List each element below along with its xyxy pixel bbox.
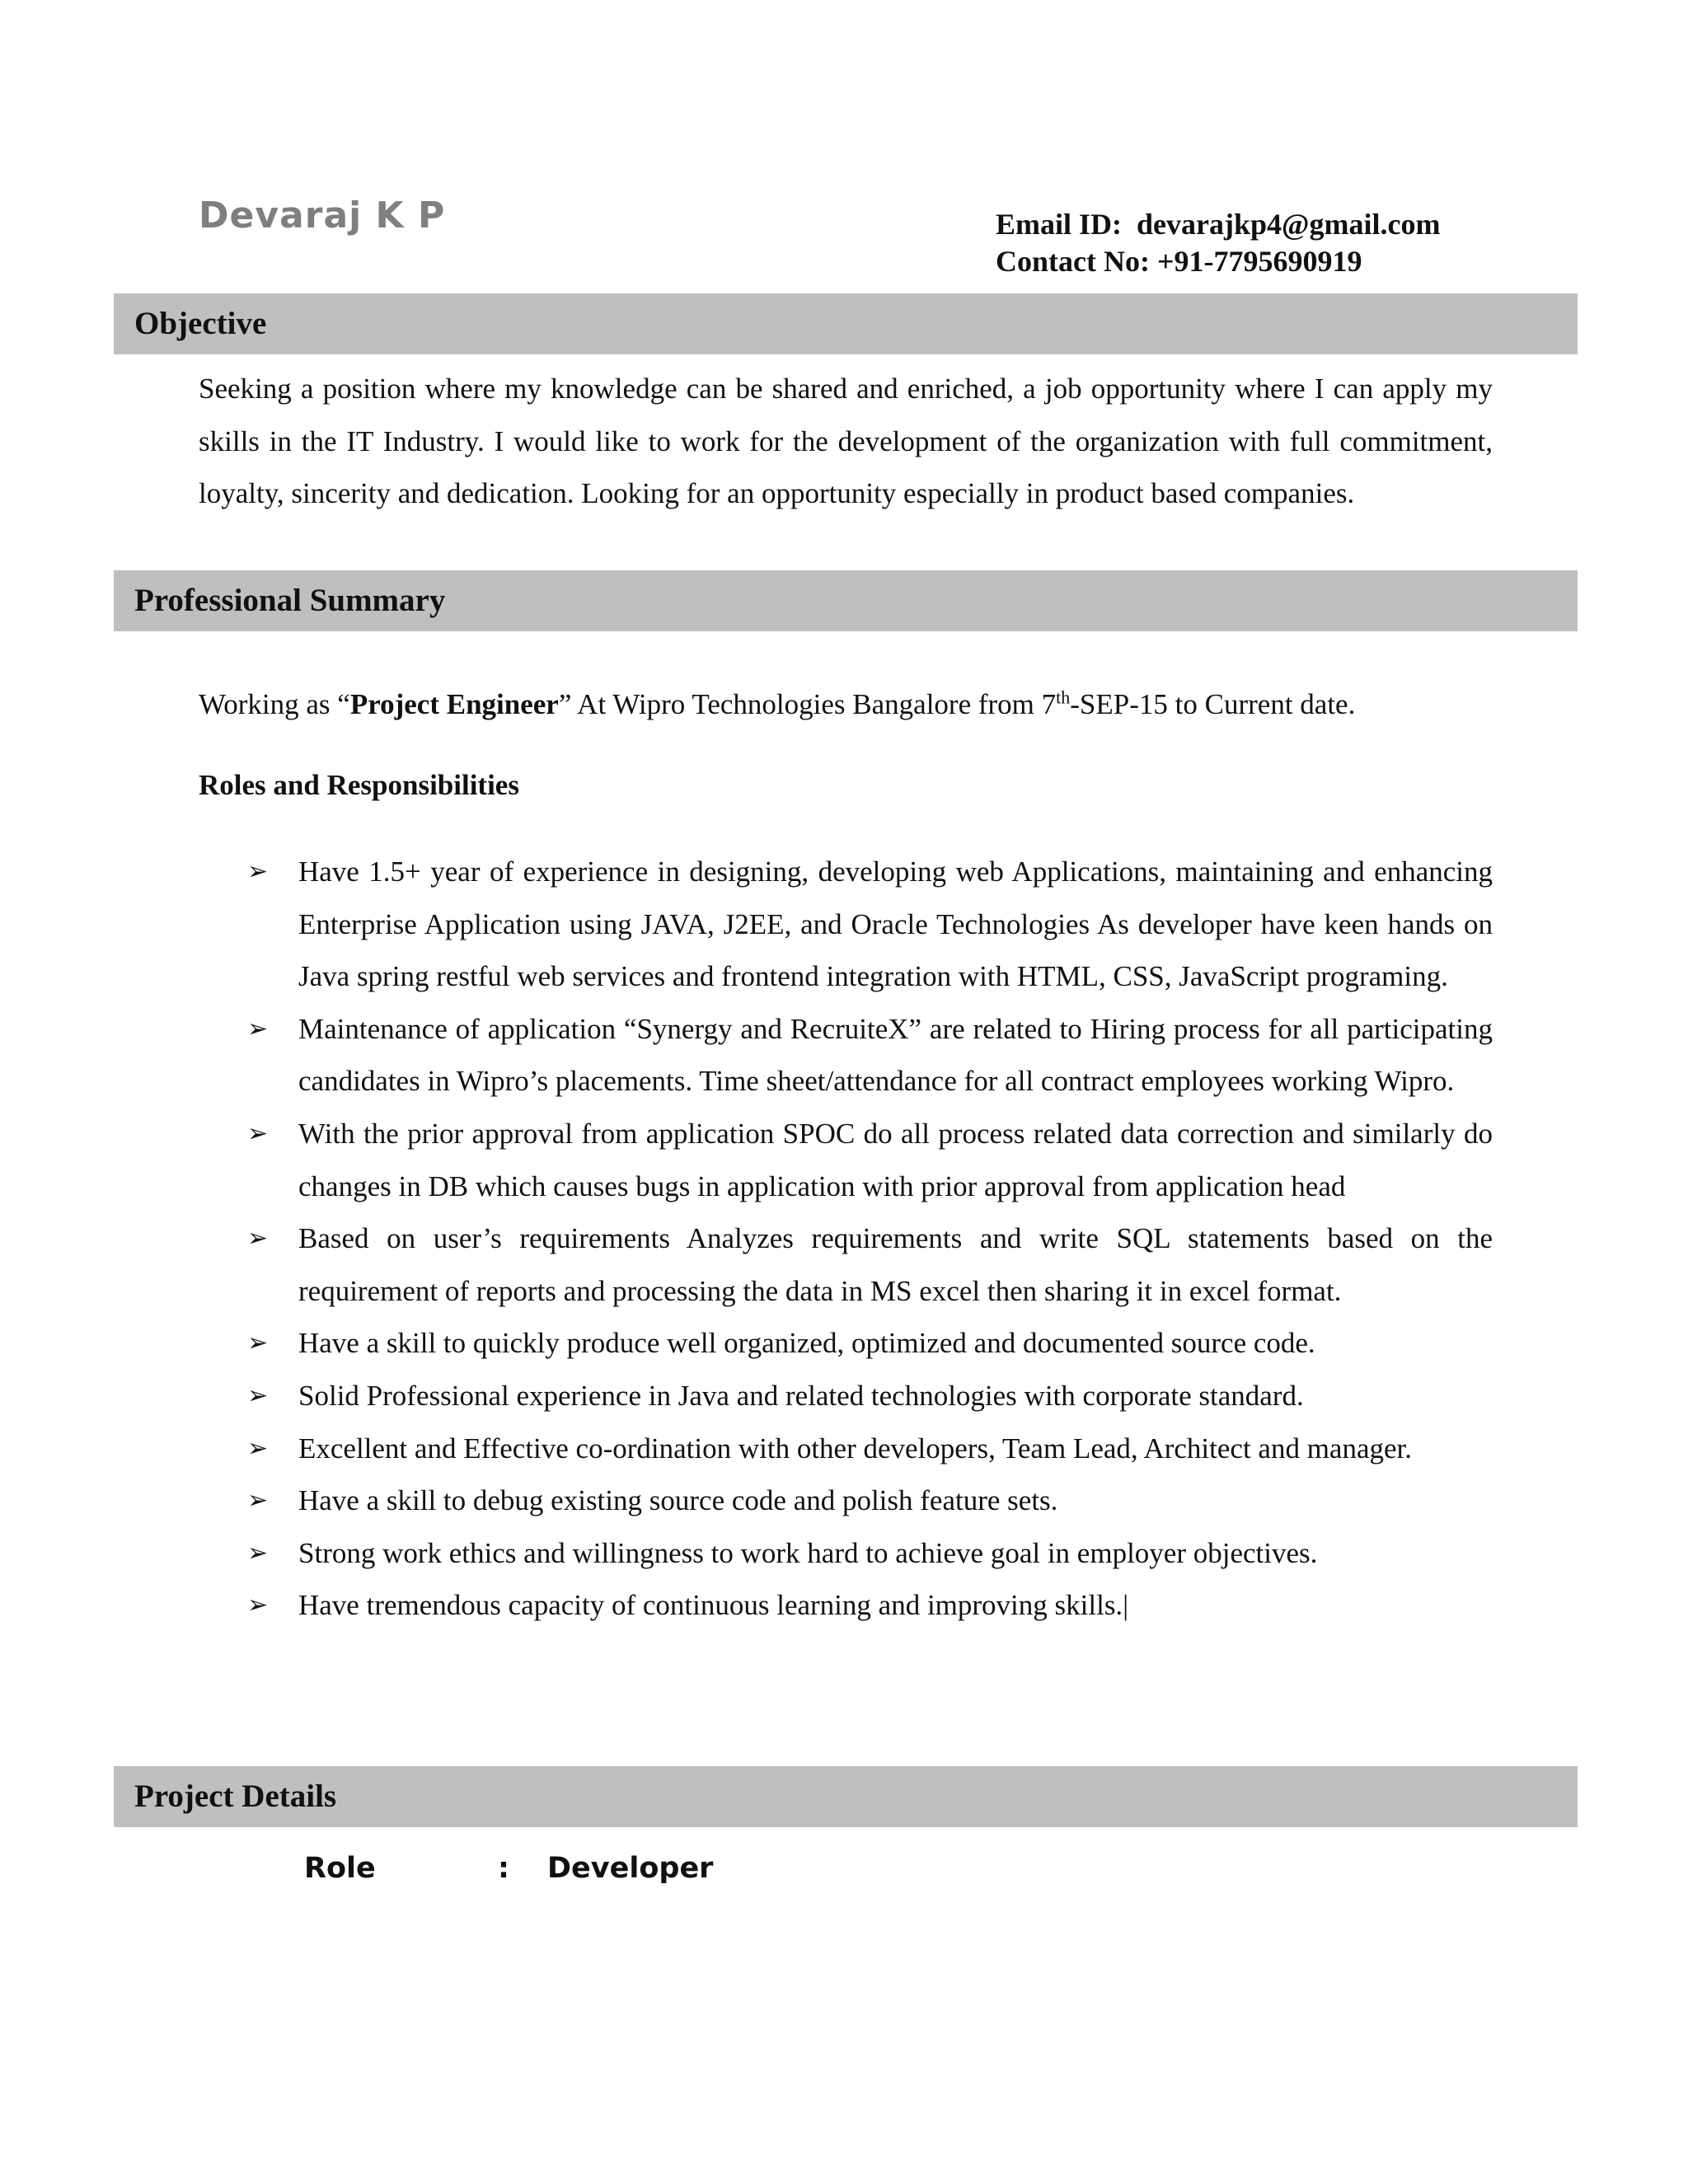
working-role: Project Engineer xyxy=(349,688,559,720)
list-item-text: Have a skill to debug existing source code and polish feature sets. xyxy=(298,1484,1058,1517)
objective-text: Seeking a position where my knowledge can be shared and enriched, a job opportunity where I can apply my skills in the IT Industry. I would like to work for the development of the organization with full commitment, loyalty, sincerity and dedication. Looking for an opportunity especially in product based companies. xyxy=(199,373,1493,509)
email-line xyxy=(996,206,1440,243)
role-value: Developer xyxy=(547,1852,714,1885)
list-item-text: Have tremendous capacity of continuous learning and improving skills.| xyxy=(298,1589,1129,1622)
list-item xyxy=(247,1474,1493,1527)
email-value: devarajkp4@gmail.com xyxy=(1137,208,1441,241)
arrow-bullet-icon: ➢ xyxy=(247,1118,269,1148)
objective-heading: Objective xyxy=(114,293,1578,354)
contact-block xyxy=(996,206,1440,280)
list-item-text: Excellent and Effective co-ordination with other developers, Team Lead, Architect and manager. xyxy=(298,1432,1413,1465)
arrow-bullet-icon: ➢ xyxy=(247,1538,269,1568)
arrow-bullet-icon: ➢ xyxy=(247,857,269,886)
list-item xyxy=(247,846,1493,1003)
list-item xyxy=(247,1003,1493,1108)
list-item xyxy=(247,1212,1493,1317)
list-item-text: Solid Professional experience in Java and related technologies with corporate standard. xyxy=(298,1379,1304,1412)
candidate-name: Devaraj K P xyxy=(199,194,446,237)
working-mid: ” At Wipro Technologies Bangalore from 7 xyxy=(558,688,1057,720)
current-position-line xyxy=(199,688,1355,721)
list-item-text: Based on user’s requirements Analyzes requirements and write SQL statements based on the requirement of reports and processing the data in MS excel then sharing it in excel format. xyxy=(298,1222,1493,1307)
responsibilities-list xyxy=(247,846,1493,1632)
list-item-text: Have a skill to quickly produce well organized, optimized and documented source code. xyxy=(298,1327,1315,1360)
list-item xyxy=(247,1579,1493,1632)
list-item-text: Maintenance of application “Synergy and RecruiteX” are related to Hiring process for all participating candidates in Wipro’s placements. Time sheet/attendance for all contract employees working Wipro. xyxy=(298,1012,1493,1098)
contact-label: Contact No: xyxy=(996,245,1150,278)
arrow-bullet-icon: ➢ xyxy=(247,1329,269,1358)
working-suffix: -SEP-15 to Current date. xyxy=(1070,688,1356,720)
contact-line xyxy=(996,243,1440,280)
arrow-bullet-icon: ➢ xyxy=(247,1591,269,1620)
arrow-bullet-icon: ➢ xyxy=(247,1486,269,1516)
email-label: Email ID: xyxy=(996,208,1122,241)
contact-value: +91-7795690919 xyxy=(1156,245,1362,278)
arrow-bullet-icon: ➢ xyxy=(247,1433,269,1463)
working-sup: th xyxy=(1056,687,1071,708)
list-item xyxy=(247,1108,1493,1212)
list-item-text: Strong work ethics and willingness to work hard to achieve goal in employer objectives. xyxy=(298,1536,1318,1569)
list-item-text: With the prior approval from application SPOC do all process related data correction and similarly do changes in DB which causes bugs in application with prior approval from application head xyxy=(298,1117,1493,1202)
working-prefix: Working as “ xyxy=(199,688,350,720)
arrow-bullet-icon: ➢ xyxy=(247,1380,269,1410)
list-item xyxy=(247,1422,1493,1475)
project-details-heading: Project Details xyxy=(114,1766,1578,1827)
list-item xyxy=(247,1527,1493,1580)
role-label: Role xyxy=(304,1852,376,1885)
roles-heading: Roles and Responsibilities xyxy=(199,769,519,801)
arrow-bullet-icon: ➢ xyxy=(247,1014,269,1043)
professional-summary-heading: Professional Summary xyxy=(114,570,1578,631)
arrow-bullet-icon: ➢ xyxy=(247,1224,269,1254)
list-item xyxy=(247,1317,1493,1370)
list-item xyxy=(247,1370,1493,1422)
role-separator: : xyxy=(498,1852,509,1885)
list-item-text: Have 1.5+ year of experience in designing, developing web Applications, maintaining and enhancing Enterprise Application using JAVA, J2EE, and Oracle Technologies As developer have keen hands on Java spring restful web services and frontend integration with HTML, CSS, JavaScript programing. xyxy=(298,855,1493,993)
